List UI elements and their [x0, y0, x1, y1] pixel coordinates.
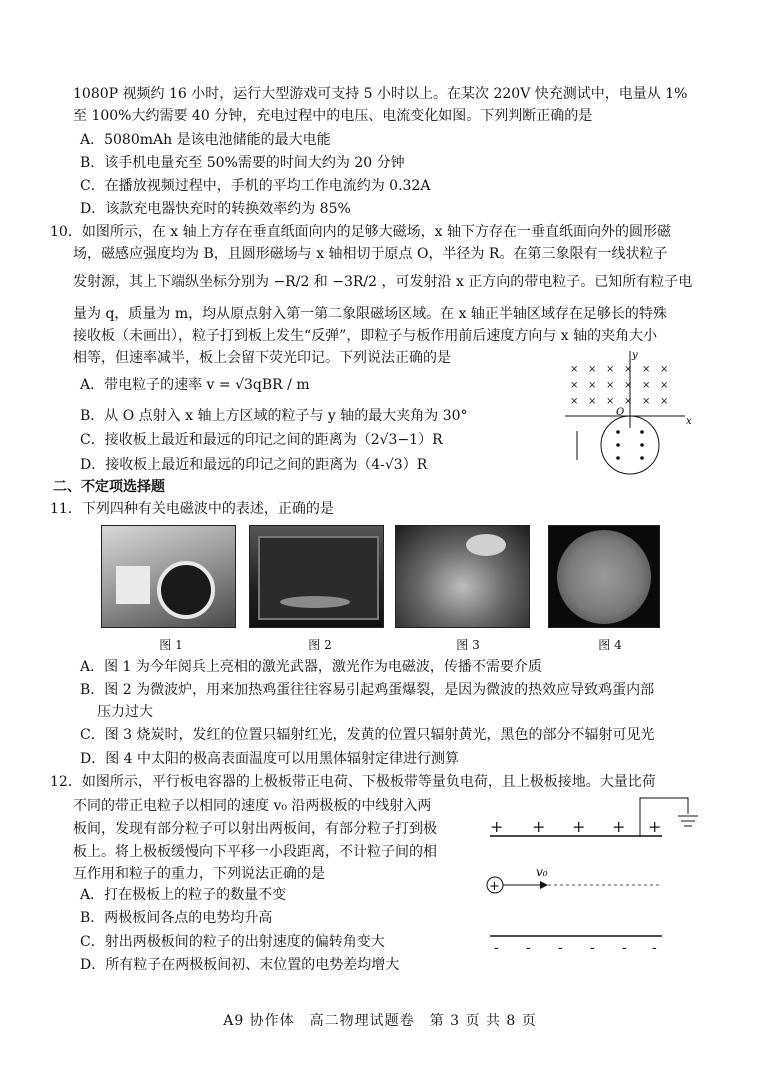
q10-option-d: D．接收板上最近和最远的印记之间的距离为（4-√3）R	[80, 457, 428, 473]
laser-weapon-image	[101, 525, 236, 628]
q10-stem-line5: 接收板（未画出），粒子打到板上发生“反弹”，即粒子与板作用前后速度方向与 x 轴的夹角大小	[73, 328, 658, 344]
svg-text:×: ×	[660, 396, 669, 407]
q10-option-c: C．接收板上最近和最远的印记之间的距离为（2√3−1）R	[80, 432, 443, 448]
origin-label: O	[616, 407, 625, 418]
svg-text:-: -	[590, 940, 595, 956]
section-title: 二、不定项选择题	[53, 479, 165, 495]
q12-option-b: B．两极板间各点的电势均升高	[80, 910, 273, 926]
q11-option-a: A．图 1 为今年阅兵上亮相的激光武器，激光作为电磁波，传播不需要介质	[80, 659, 542, 675]
q11-stem: 11．下列四种有关电磁波中的表述，正确的是	[50, 501, 334, 517]
q10-stem-line1: 10．如图所示，在 x 轴上方存在垂直纸面向内的足够大磁场，x 轴下方存在一垂直纸面向外的圆形磁	[50, 224, 671, 240]
q11-option-d: D．图 4 中太阳的极高表面温度可以用黑体辐射定律进行测算	[80, 751, 460, 767]
q9-stem-line1: 1080P 视频约 16 小时，运行大型游戏可支持 5 小时以上。在某次 220V 快充测试中，电量从 1%	[73, 86, 688, 102]
sun-image	[548, 525, 660, 628]
figure-3-caption: 图 3	[456, 638, 480, 652]
q12-stem-line1: 12．如图所示，平行板电容器的上极板带正电荷、下极板带等量负电荷，且上极板接地。大量比荷	[50, 774, 656, 790]
svg-text:×: ×	[570, 380, 579, 391]
svg-text:+: +	[489, 879, 500, 894]
capacitor-diagram	[480, 790, 710, 960]
q9-stem-line2: 至 100%大约需要 40 分钟，充电过程中的电压、电流变化如图。下列判断正确的是	[73, 108, 593, 124]
svg-text:-: -	[622, 940, 627, 956]
svg-text:+: +	[532, 817, 546, 836]
svg-text:-: -	[558, 940, 563, 956]
svg-text:×: ×	[606, 396, 615, 407]
q9-option-c: C．在播放视频过程中，手机的平均工作电流约为 0.32A	[80, 178, 431, 194]
svg-text:-: -	[652, 940, 657, 956]
svg-text:×: ×	[570, 364, 579, 375]
figure-1-caption: 图 1	[159, 638, 183, 652]
x-axis-label: x	[686, 416, 692, 427]
svg-text:+: +	[648, 817, 662, 836]
q9-option-b: B．该手机电量充至 50%需要的时间大约为 20 分钟	[80, 155, 405, 171]
svg-text:×: ×	[624, 396, 633, 407]
q10-option-b: B．从 O 点射入 x 轴上方区域的粒子与 y 轴的最大夹角为 30°	[80, 408, 468, 424]
q9-option-a: A．5080mAh 是该电池储能的最大电能	[80, 132, 331, 148]
svg-text:+: +	[612, 817, 626, 836]
svg-text:×: ×	[624, 380, 633, 391]
figure-4-caption: 图 4	[598, 638, 622, 652]
charcoal-image	[395, 525, 530, 628]
q11-option-c: C．图 3 烧炭时，发红的位置只辐射红光，发黄的位置只辐射黄光，黑色的部分不辐射可见光	[80, 727, 655, 743]
y-axis-label: y	[632, 350, 638, 361]
velocity-label: v₀	[536, 865, 548, 879]
svg-text:×: ×	[642, 380, 651, 391]
svg-text:×: ×	[642, 364, 651, 375]
svg-text:×: ×	[660, 364, 669, 375]
svg-text:+: +	[490, 817, 504, 836]
page-footer: A9 协作体 高二物理试题卷 第 3 页 共 8 页	[223, 1013, 537, 1029]
q11-option-b-line2: 压力过大	[97, 704, 153, 720]
q12-stem-line2: 不同的带正电粒子以相同的速度 v₀ 沿两极板的中线射入两	[73, 798, 432, 814]
q12-stem-line4: 板上。将上极板缓慢向下平移一小段距离，不计粒子间的相	[73, 844, 437, 860]
svg-text:×: ×	[588, 364, 597, 375]
svg-text:×: ×	[588, 380, 597, 391]
microwave-image	[249, 525, 384, 628]
magnetic-field-diagram	[560, 348, 700, 483]
q12-stem-line5: 互作用和粒子的重力，下列说法正确的是	[73, 866, 325, 882]
svg-text:+: +	[572, 817, 586, 836]
q10-option-a: A．带电粒子的速率 v = √3qBR / m	[80, 377, 310, 393]
q10-stem-line3: 发射源，其上下端纵坐标分别为 −R/2 和 −3R/2 ，可发射沿 x 正方向的带电粒子。已知所有粒子电	[73, 274, 693, 290]
q10-stem-line6: 相等，但速率减半，板上会留下荧光印记。下列说法正确的是	[73, 350, 451, 366]
svg-text:×: ×	[606, 364, 615, 375]
svg-text:×: ×	[606, 380, 615, 391]
q9-option-d: D．该款充电器快充时的转换效率约为 85%	[80, 201, 351, 217]
q12-option-c: C．射出两极板间的粒子的出射速度的偏转角变大	[80, 934, 385, 950]
svg-text:×: ×	[642, 396, 651, 407]
ground-icon	[678, 816, 698, 826]
q12-stem-line3: 板间，发现有部分粒子可以射出两板间，有部分粒子打到极	[73, 821, 437, 837]
q11-option-b-line1: B．图 2 为微波炉，用来加热鸡蛋往往容易引起鸡蛋爆裂，是因为微波的热效应导致鸡蛋内部	[80, 682, 655, 698]
figure-2-caption: 图 2	[308, 638, 332, 652]
q12-option-d: D．所有粒子在两极板间初、末位置的电势差均增大	[80, 957, 400, 973]
q10-stem-line4: 量为 q，质量为 m，均从原点射入第一第二象限磁场区域。在 x 轴正半轴区域存在足够长的特殊	[73, 306, 667, 322]
svg-text:-: -	[526, 940, 531, 956]
q10-stem-line2: 场，磁感应强度均为 B，且圆形磁场与 x 轴相切于原点 O，半径为 R。在第三象限有一线状粒子	[73, 246, 668, 262]
svg-text:×: ×	[588, 396, 597, 407]
q12-option-a: A．打在极板上的粒子的数量不变	[80, 887, 287, 903]
svg-text:×: ×	[570, 396, 579, 407]
svg-text:×: ×	[660, 380, 669, 391]
svg-text:×: ×	[624, 364, 633, 375]
svg-text:-: -	[494, 940, 499, 956]
